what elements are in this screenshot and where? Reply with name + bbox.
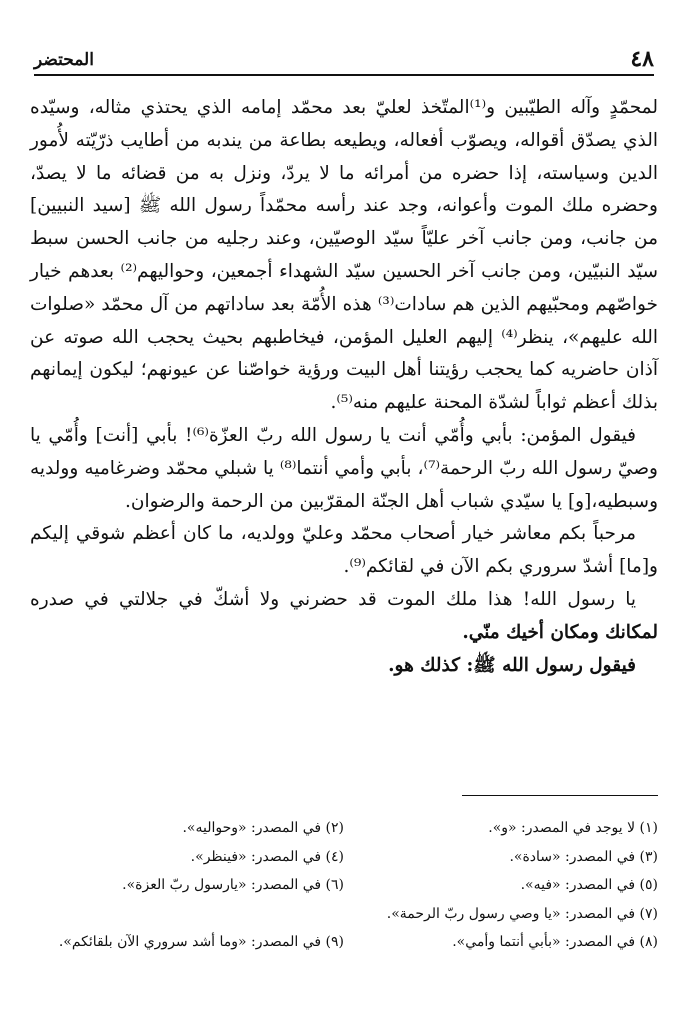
paragraph-3: مرحباً بكم معاشر خيار أصحاب محمّد وعليّ وولديه، ما كان أعظم شوقي إليكم و[ما] أشدّ سروري بكم الآن في لقائكم⁽⁹⁾. [30, 523, 658, 578]
main-text [30, 92, 658, 682]
footnote-row [30, 814, 658, 843]
footnote-8: (٨) في المصدر: «بأبي أنتما وأمي». [452, 934, 658, 950]
page-header [34, 44, 654, 76]
footnote-separator [462, 795, 658, 796]
footnote-row [30, 928, 658, 957]
running-title: المحتضر [34, 50, 94, 70]
footnote-5: (٥) في المصدر: «فيه». [520, 877, 658, 893]
paragraph-4-tail: لمكانك ومكان أخيك منّي. [462, 621, 658, 643]
paragraph-4 [30, 584, 658, 650]
paragraph-1: لمحمّدٍ وآله الطيّبين و⁽¹⁾المتّخذ لعليّ بعد محمّد إمامه الذي يحتذي مثاله، وسيّده الذي يصدّق أقواله، ويصوّب أفعاله، ويطيعه بطاعة من يندبه من أطايب ذرّيّته لأُمور الدين وسياسته، إذا حضره من أمرائه ما لا يردّ، ونزل به من قضائه ما لا يصدّ، وحضره ملك الموت وأعوانه، وجد عند رأسه محمّداً رسول الله ﷺ [سيد النبيين] من جانب، ومن جانب آخر عليّاً سيّد الوصيّين، وعند رجليه من جانب الحسن سبط سيّد النبيّين، ومن جانب آخر الحسين سيّد الشهداء أجمعين، وحواليهم⁽²⁾ بعدهم خيار خواصّهم ومحبّيهم الذين هم سادات⁽³⁾ هذه الأُمّة بعد ساداتهم من آل محمّد «صلوات الله عليهم»، ينظر⁽⁴⁾ إليهم العليل المؤمن، فيخاطبهم بحيث يحجب الله صوته عن آذان حاضريه كما يحجب رؤيتنا أهل البيت ورؤية خواصّنا عن عيونهم؛ ليكون إيمانهم بذلك أعظم ثواباً لشدّة المحنة عليهم منه⁽⁵⁾. [30, 97, 658, 414]
paragraph-2: فيقول المؤمن: بأبي وأُمّي أنت يا رسول الله ربّ العزّة⁽⁶⁾! بأبي [أنت] وأُمّي يا وصيّ رسول الله ربّ الرحمة⁽⁷⁾، بأبي وأمي أنتما⁽⁸⁾ يا شبلي محمّد وضرغاميه وولديه وسبطيه،[و] يا سيّدي شباب أهل الجنّة المقرّبين من الرحمة والرضوان. [30, 424, 658, 512]
paragraph-4-lead: يا رسول الله! هذا ملك الموت قد حضرني ولا أشكّ في جلالتي في صدره [30, 588, 636, 610]
footnote-6: (٦) في المصدر: «يارسول ربّ العزة». [122, 877, 344, 893]
footnote-4: (٤) في المصدر: «فينظر». [190, 848, 344, 865]
footnote-row [30, 871, 658, 900]
footnote-1: (١) لا يوجد في المصدر: «و». [488, 820, 658, 836]
footnote-row [30, 843, 658, 872]
page-number: ٤٨ [630, 46, 654, 72]
footnote-3: (٣) في المصدر: «سادة». [509, 848, 658, 865]
footnote-row [30, 900, 658, 929]
footnote-9: (٩) في المصدر: «وما أشد سروري الآن بلقائكم». [58, 934, 344, 950]
footnote-2: (٢) في المصدر: «وحواليه». [182, 820, 344, 836]
footnotes [30, 814, 658, 957]
footnote-7: (٧) في المصدر: «يا وصي رسول ربّ الرحمة». [386, 905, 658, 922]
paragraph-5: فيقول رسول الله ﷺ: كذلك هو. [388, 654, 636, 676]
